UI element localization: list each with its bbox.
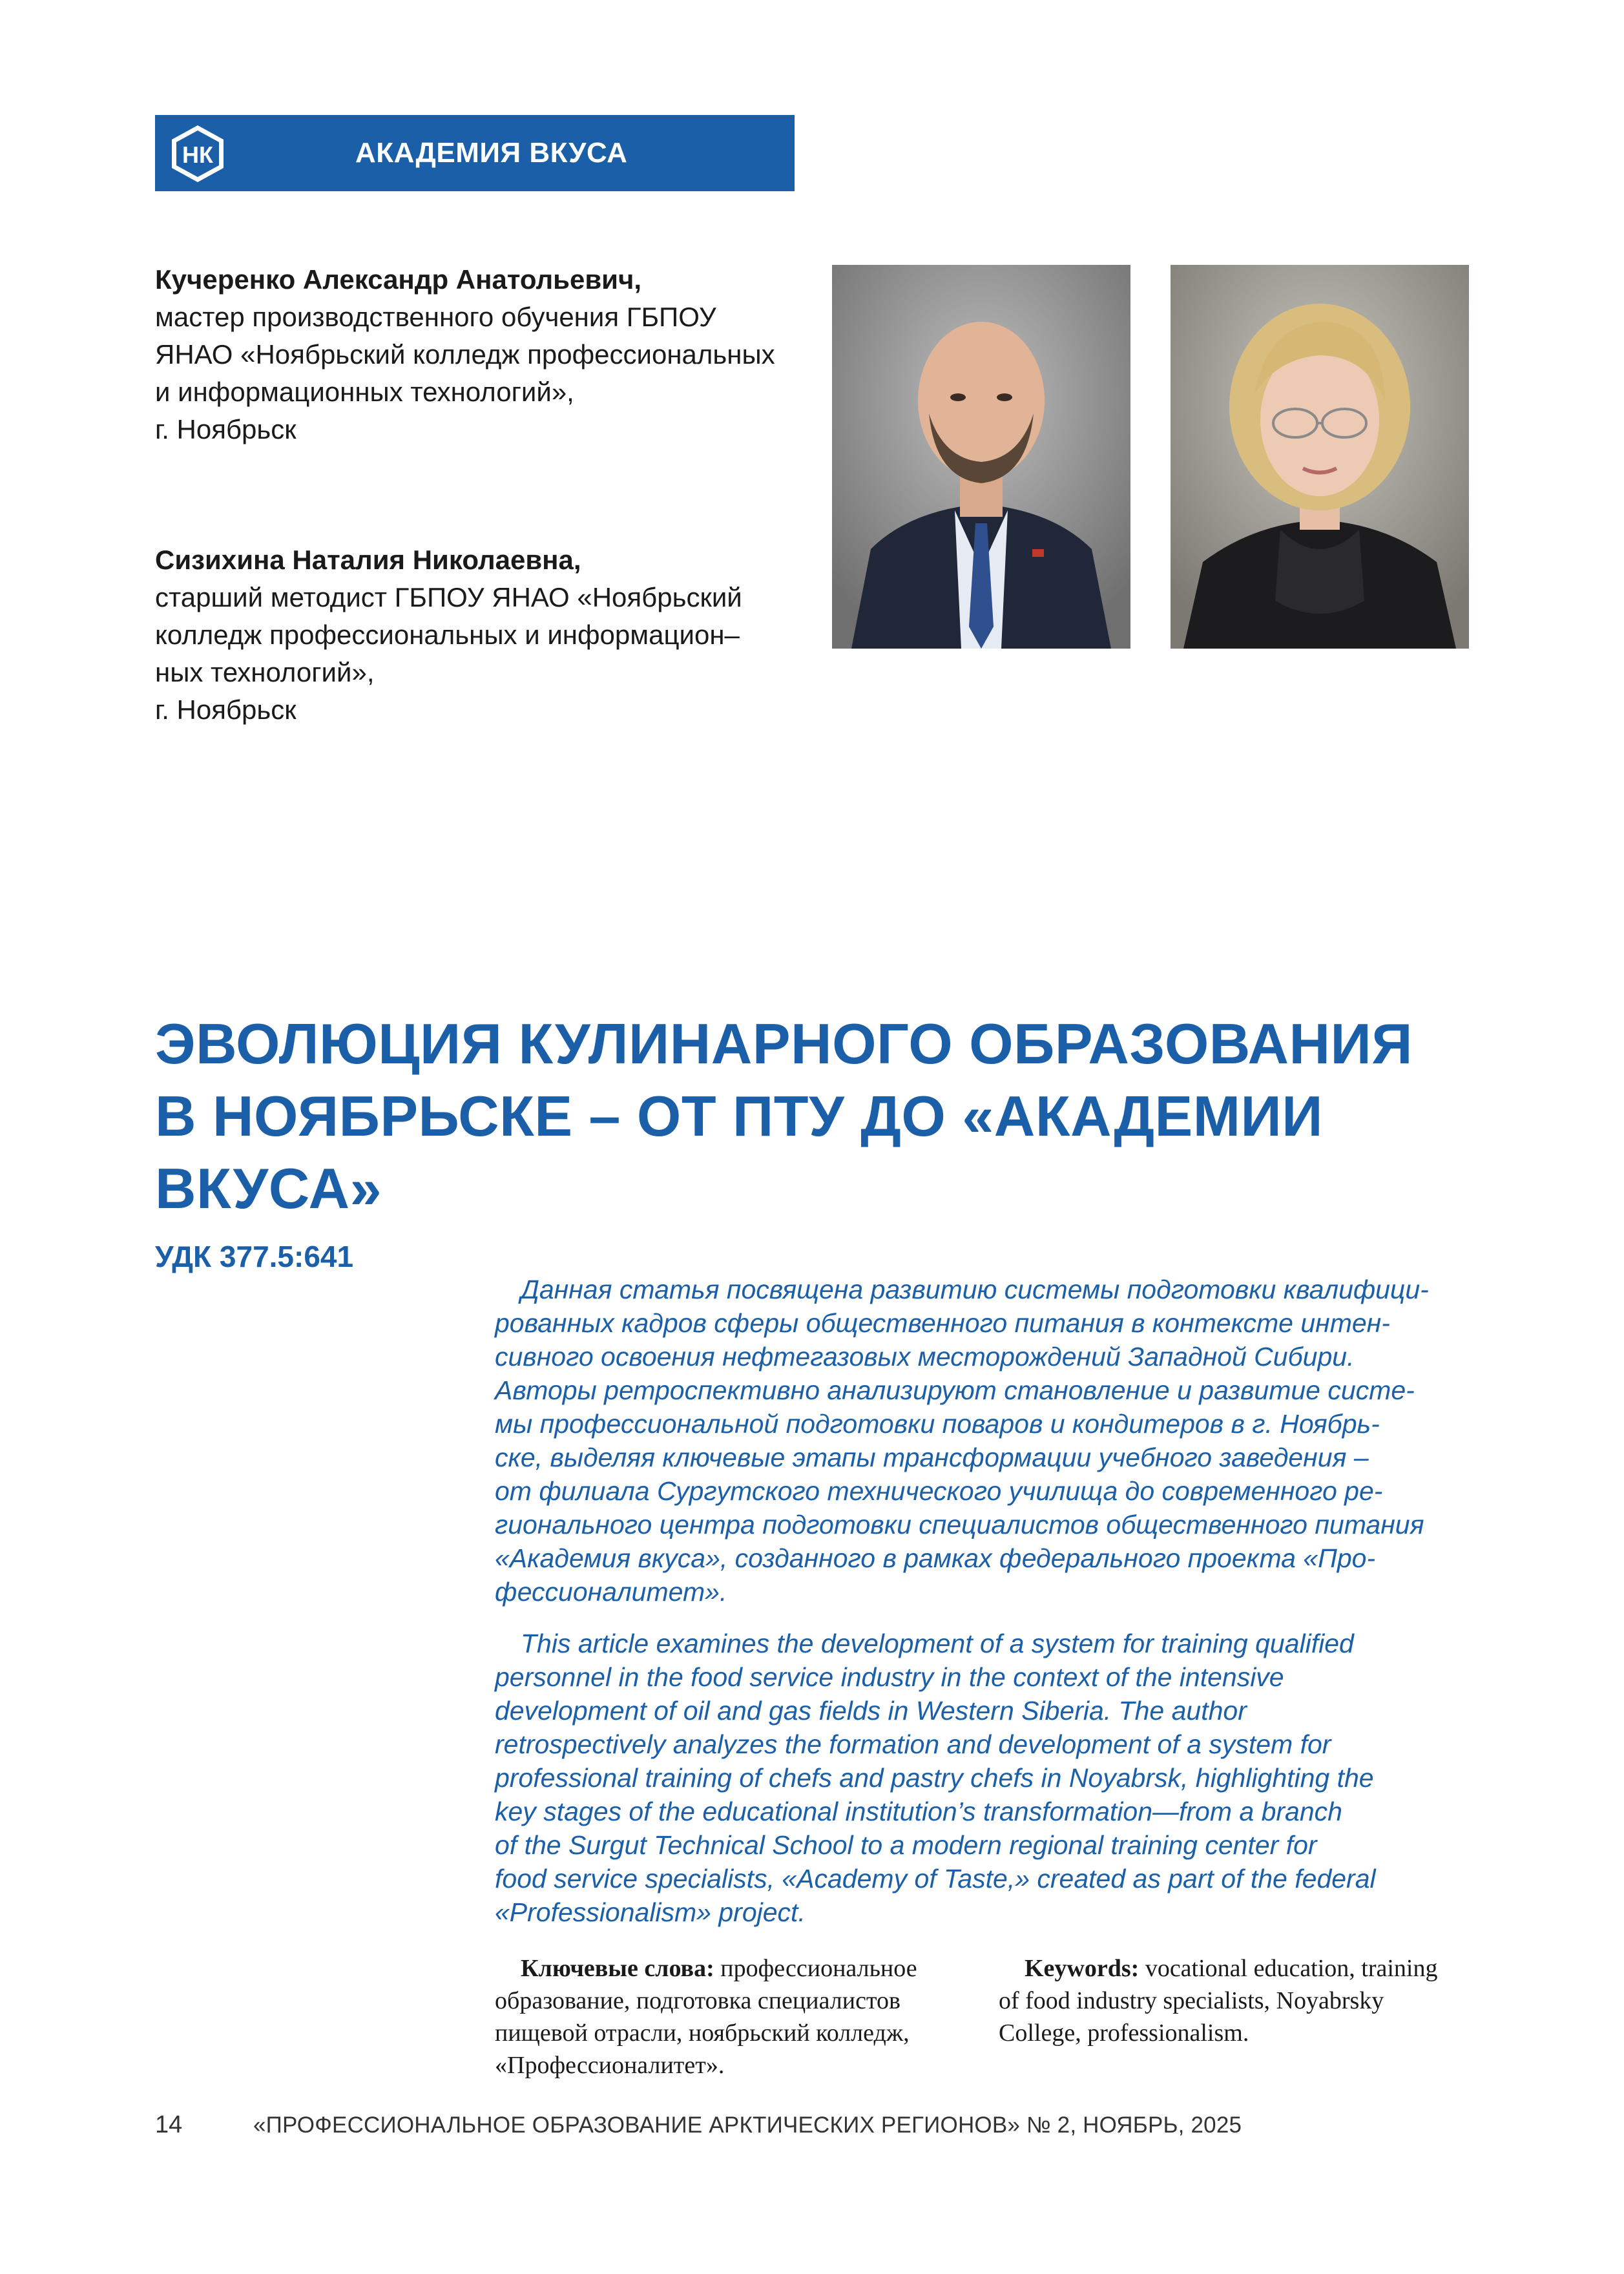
author-affiliation-line: ных технологий», — [155, 657, 375, 687]
journal-logo-icon — [168, 124, 227, 183]
article-title-line: ЭВОЛЮЦИЯ КУЛИНАРНОГО ОБРАЗОВАНИЯ — [155, 1012, 1413, 1076]
page-number: 14 — [155, 2111, 183, 2138]
abstract-ru — [495, 1273, 1470, 1609]
logo-text: НК — [182, 141, 213, 168]
abstract-line: сивного освоения нефтегазовых месторождений Западной Сибири. — [495, 1342, 1355, 1372]
abstract-line: ске, выделяя ключевые этапы трансформации учебного заведения – — [495, 1443, 1369, 1472]
abstract-line: retrospectively analyzes the formation and development of a system for — [495, 1729, 1331, 1759]
author-affiliation-line: ЯНАО «Ноябрьский колледж профессиональных — [155, 339, 775, 370]
abstract-line: рованных кадров сферы общественного питания в контексте интен- — [495, 1308, 1390, 1338]
abstract-line: фессионалитет». — [495, 1577, 727, 1607]
author-affiliation-line: и информационных технологий», — [155, 377, 574, 407]
abstract-line: гионального центра подготовки специалистов общественного питания — [495, 1510, 1424, 1539]
abstract-line: of the Surgut Technical School to a modern regional training center for — [495, 1830, 1317, 1860]
section-header-band — [155, 115, 795, 191]
keywords-ru — [495, 1952, 970, 2081]
author-photo-1 — [832, 265, 1130, 649]
abstract-en — [495, 1627, 1470, 1929]
udk-code: УДК 377.5:641 — [155, 1240, 354, 1273]
author-affiliation-line: колледж профессиональных и информацион– — [155, 620, 740, 650]
abstract-line: professional training of chefs and pastry chefs in Noyabrsk, highlighting the — [495, 1763, 1374, 1793]
author-name: Кучеренко Александр Анатольевич, — [155, 264, 642, 295]
abstract-line: от филиала Сургутского технического училища до современного ре- — [495, 1476, 1383, 1506]
keywords-line: of food industry specialists, Noyabrsky — [999, 1987, 1384, 2014]
section-title: АКАДЕМИЯ ВКУСА — [355, 137, 628, 169]
keywords-line: vocational education, training — [1139, 1955, 1438, 1982]
author-affiliation-line: старший методист ГБПОУ ЯНАО «Ноябрьский — [155, 582, 742, 612]
author-affiliation-line: мастер производственного обучения ГБПОУ — [155, 302, 716, 332]
keywords-line: образование, подготовка специалистов — [495, 1987, 901, 2014]
keywords-label: Keywords: — [1025, 1955, 1140, 1982]
abstract-line: This article examines the development of a system for training qualified — [521, 1629, 1354, 1658]
abstract-line: food service specialists, «Academy of Taste,» created as part of the federal — [495, 1864, 1376, 1893]
journal-footer: «ПРОФЕССИОНАЛЬНОЕ ОБРАЗОВАНИЕ АРКТИЧЕСКИХ РЕГИОНОВ» № 2, НОЯБРЬ, 2025 — [253, 2112, 1242, 2138]
keywords-line: пищевой отрасли, ноябрьский колледж, — [495, 2019, 910, 2047]
keywords-line: «Профессионалитет». — [495, 2052, 725, 2079]
author-block-2 — [155, 541, 801, 729]
abstract-line: Данная статья посвящена развитию системы подготовки квалифици- — [521, 1275, 1429, 1304]
article-title — [155, 1008, 1512, 1225]
abstract-line: Авторы ретроспективно анализируют становление и развитие систе- — [495, 1375, 1415, 1405]
keywords-line: профессиональное — [714, 1955, 917, 1982]
author-affiliation-line: г. Ноябрьск — [155, 694, 297, 725]
abstract-line: «Professionalism» project. — [495, 1897, 806, 1927]
keywords-en — [999, 1952, 1473, 2049]
author-name: Сизихина Наталия Николаевна, — [155, 545, 581, 575]
author-photo-2 — [1171, 265, 1469, 649]
author-affiliation-line: г. Ноябрьск — [155, 414, 297, 444]
abstract-line: personnel in the food service industry in the context of the intensive — [495, 1662, 1284, 1692]
abstract-line: мы профессиональной подготовки поваров и кондитеров в г. Ноябрь- — [495, 1409, 1380, 1439]
abstract-line: key stages of the educational institution’s transformation—from a branch — [495, 1797, 1342, 1826]
keywords-label: Ключевые слова: — [521, 1955, 714, 1982]
abstract-line: «Академия вкуса», созданного в рамках федерального проекта «Про- — [495, 1543, 1376, 1573]
article-title-line: В НОЯБРЬСКЕ – ОТ ПТУ ДО «АКАДЕМИИ ВКУСА» — [155, 1084, 1324, 1220]
abstract-line: development of oil and gas fields in Western Siberia. The author — [495, 1696, 1247, 1726]
keywords-line: College, professionalism. — [999, 2019, 1249, 2047]
author-block-1 — [155, 261, 801, 448]
